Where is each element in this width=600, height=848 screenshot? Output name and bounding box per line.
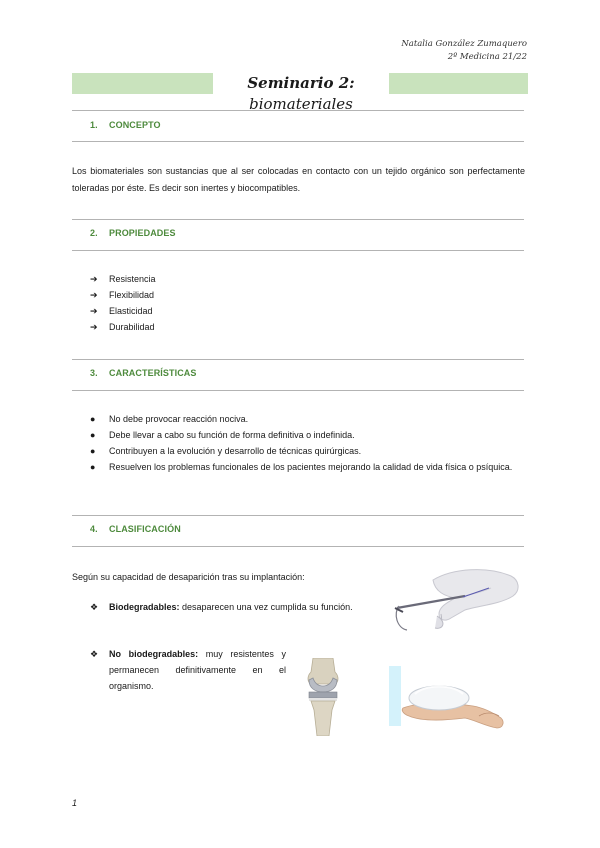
author-header [401,38,527,64]
divider [72,390,524,391]
propiedades-list [90,271,156,335]
divider [72,110,524,111]
arrow-right-icon: ➔ [90,322,98,332]
implant-hand-image [389,662,509,732]
section-heading-caracteristicas: 3. CARACTERÍSTICAS [90,368,197,378]
list-item: ● No debe provocar reacción nociva. [90,411,525,427]
divider [72,359,524,360]
divider [72,515,524,516]
bullet-icon: ● [90,462,96,472]
bullet-icon: ● [90,414,96,424]
title-bold: Seminario 2: [247,74,355,92]
list-item: ➔ Elasticidad [90,303,156,319]
list-item: ➔ Resistencia [90,271,156,287]
title-rest: biomateriales [249,95,353,113]
bullet-icon: ● [90,446,96,456]
divider [72,219,524,220]
caracteristicas-list [90,411,525,475]
course-label: 2º Medicina 21/22 [447,52,527,62]
arrow-right-icon: ➔ [90,290,98,300]
diamond-bullet-icon: ❖ [90,649,99,659]
arrow-right-icon: ➔ [90,306,98,316]
page-title [213,73,389,113]
section-heading-clasificacion: 4. CLASIFICACIÓN [90,524,181,534]
list-item: ➔ Durabilidad [90,319,156,335]
diamond-bullet-icon: ❖ [90,602,99,612]
list-item: ➔ Flexibilidad [90,287,156,303]
knee-prosthesis-image [305,658,341,736]
section-heading-propiedades: 2. PROPIEDADES [90,228,176,238]
page-number: 1 [72,798,78,808]
list-item: ● Resuelven los problemas funcionales de los pacientes mejorando la calidad de vida física o psíquica. [90,459,525,475]
concept-paragraph: Los biomateriales son sustancias que al ser colocadas en contacto con un tejido orgánico son perfectamente toleradas por éste. Es decir son inertes y biocompatibles. [72,166,525,193]
divider [72,250,524,251]
biodegradables-item: ❖ Biodegradables: desaparecen una vez cumplida su función. [90,599,372,615]
arrow-right-icon: ➔ [90,274,98,284]
bullet-icon: ● [90,430,96,440]
author-name: Natalia González Zumaquero [401,39,527,49]
divider [72,546,524,547]
divider [72,141,524,142]
list-item: ● Contribuyen a la evolución y desarrollo de técnicas quirúrgicas. [90,443,525,459]
clasificacion-intro: Según su capacidad de desaparición tras su implantación: [72,572,305,582]
suture-hand-image [393,566,525,636]
no-biodegradables-item: ❖ No biodegradables: muy resistentes y permanecen definitivamente en el organismo. [90,646,286,694]
section-heading-concepto: 1. CONCEPTO [90,120,161,130]
list-item: ● Debe llevar a cabo su función de forma definitiva o indefinida. [90,427,525,443]
